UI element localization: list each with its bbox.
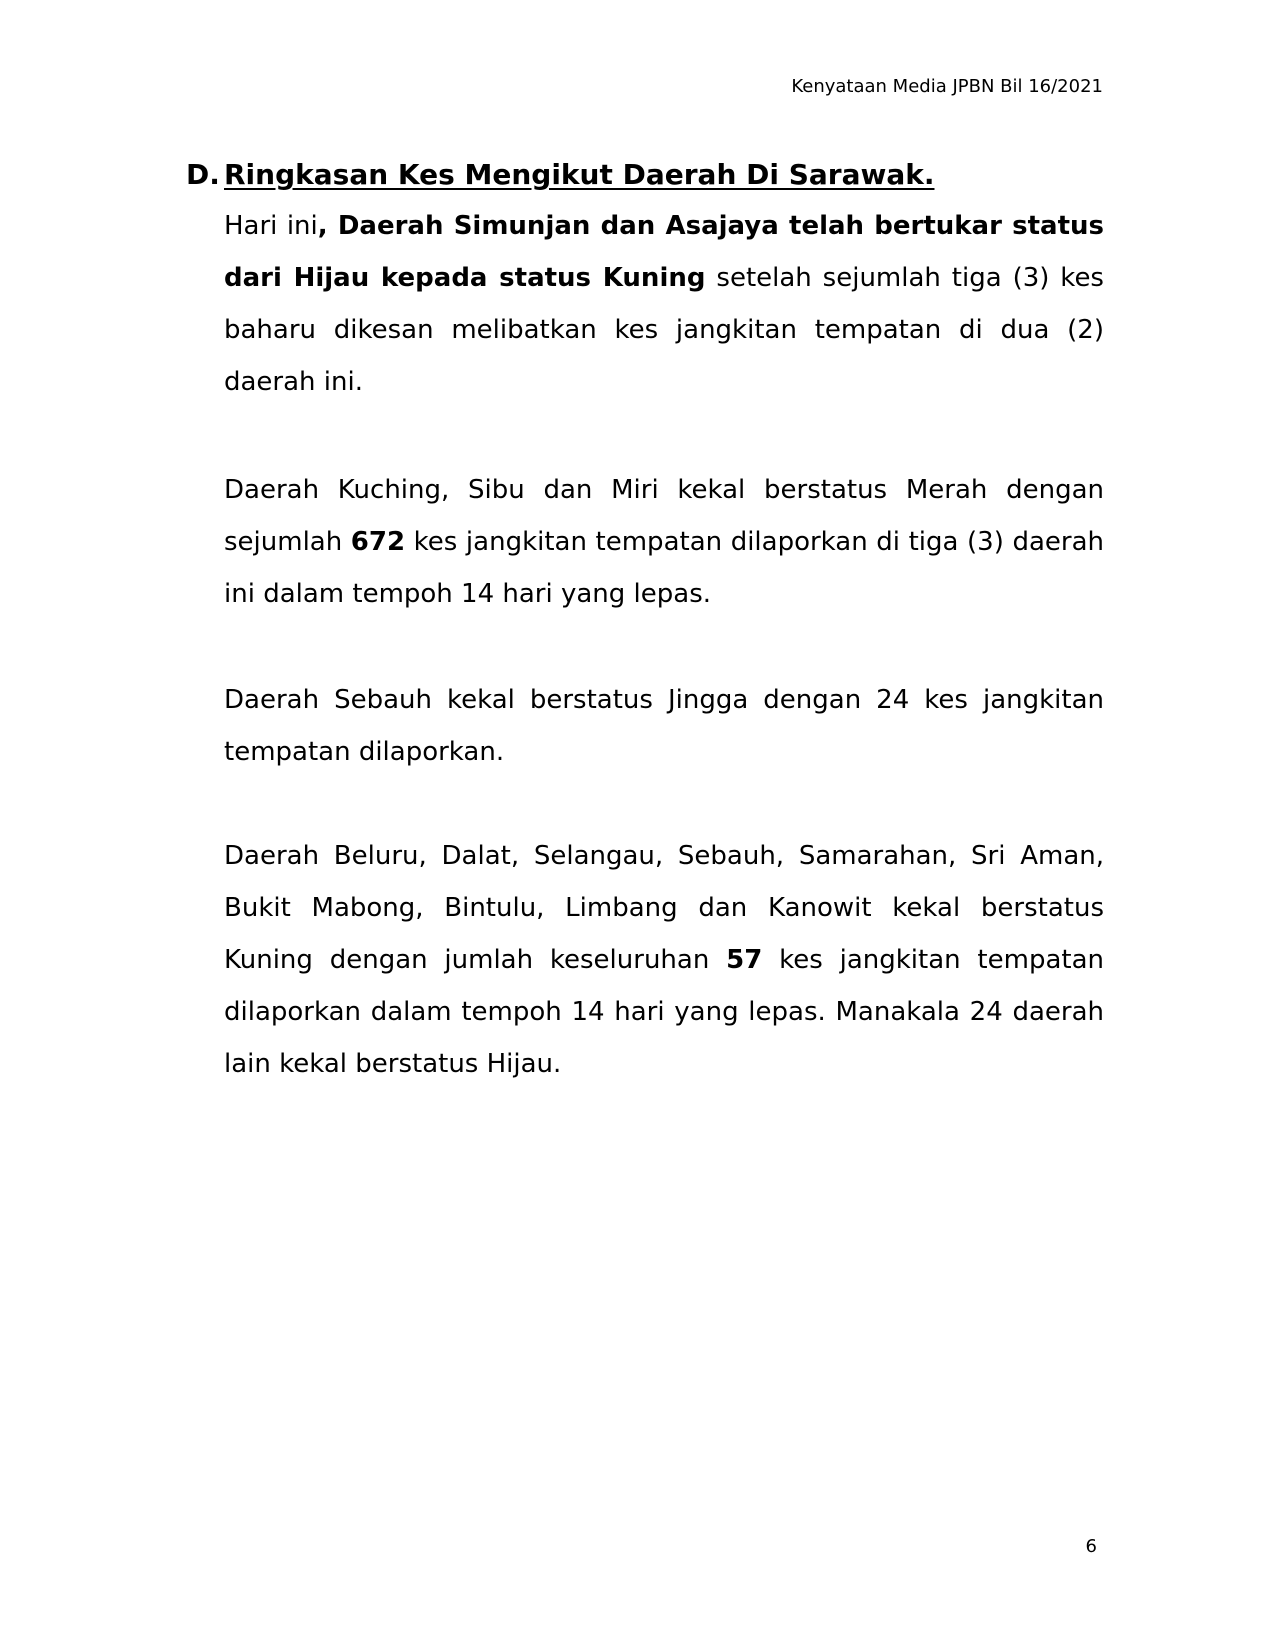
paragraph-orange-status — [224, 674, 1104, 778]
paragraph-bold-number: 57 — [726, 945, 763, 975]
section-title: Ringkasan Kes Mengikut Daerah Di Sarawak. — [224, 158, 935, 191]
paragraph-text: kes jangkitan tempatan dilaporkan di tiga (3) daerah ini dalam tempoh 14 hari yang lepas. — [224, 527, 1104, 609]
paragraph-red-status — [224, 464, 1104, 620]
paragraph-text: Daerah Kuching, Sibu dan Miri kekal berstatus Merah dengan sejumlah — [224, 475, 1104, 557]
paragraph-text: Daerah Sebauh kekal berstatus Jingga dengan 24 kes jangkitan tempatan dilaporkan. — [224, 685, 1104, 767]
paragraph-text: kes jangkitan tempatan dilaporkan dalam tempoh 14 hari yang lepas. Manakala 24 daerah lain kekal berstatus Hijau. — [224, 945, 1104, 1079]
document-header: Kenyataan Media JPBN Bil 16/2021 — [791, 76, 1103, 97]
paragraph-bold-text: , Daerah Simunjan dan Asajaya telah bertukar status dari Hijau kepada status Kuning — [224, 211, 1104, 293]
page-number: 6 — [1085, 1536, 1097, 1557]
section-heading — [186, 158, 935, 191]
section-letter: D. — [186, 158, 220, 191]
paragraph-yellow-status — [224, 830, 1104, 1090]
paragraph-text: Daerah Beluru, Dalat, Selangau, Sebauh, Samarahan, Sri Aman, Bukit Mabong, Bintulu, Limbang dan Kanowit kekal berstatus Kuning dengan jumlah keseluruhan — [224, 841, 1104, 975]
paragraph-bold-number: 672 — [350, 527, 406, 557]
paragraph-status-change — [224, 200, 1104, 408]
paragraph-text: setelah sejumlah tiga (3) kes baharu dikesan melibatkan kes jangkitan tempatan di dua (2) daerah ini. — [224, 263, 1104, 397]
paragraph-text: Hari ini — [224, 211, 318, 241]
